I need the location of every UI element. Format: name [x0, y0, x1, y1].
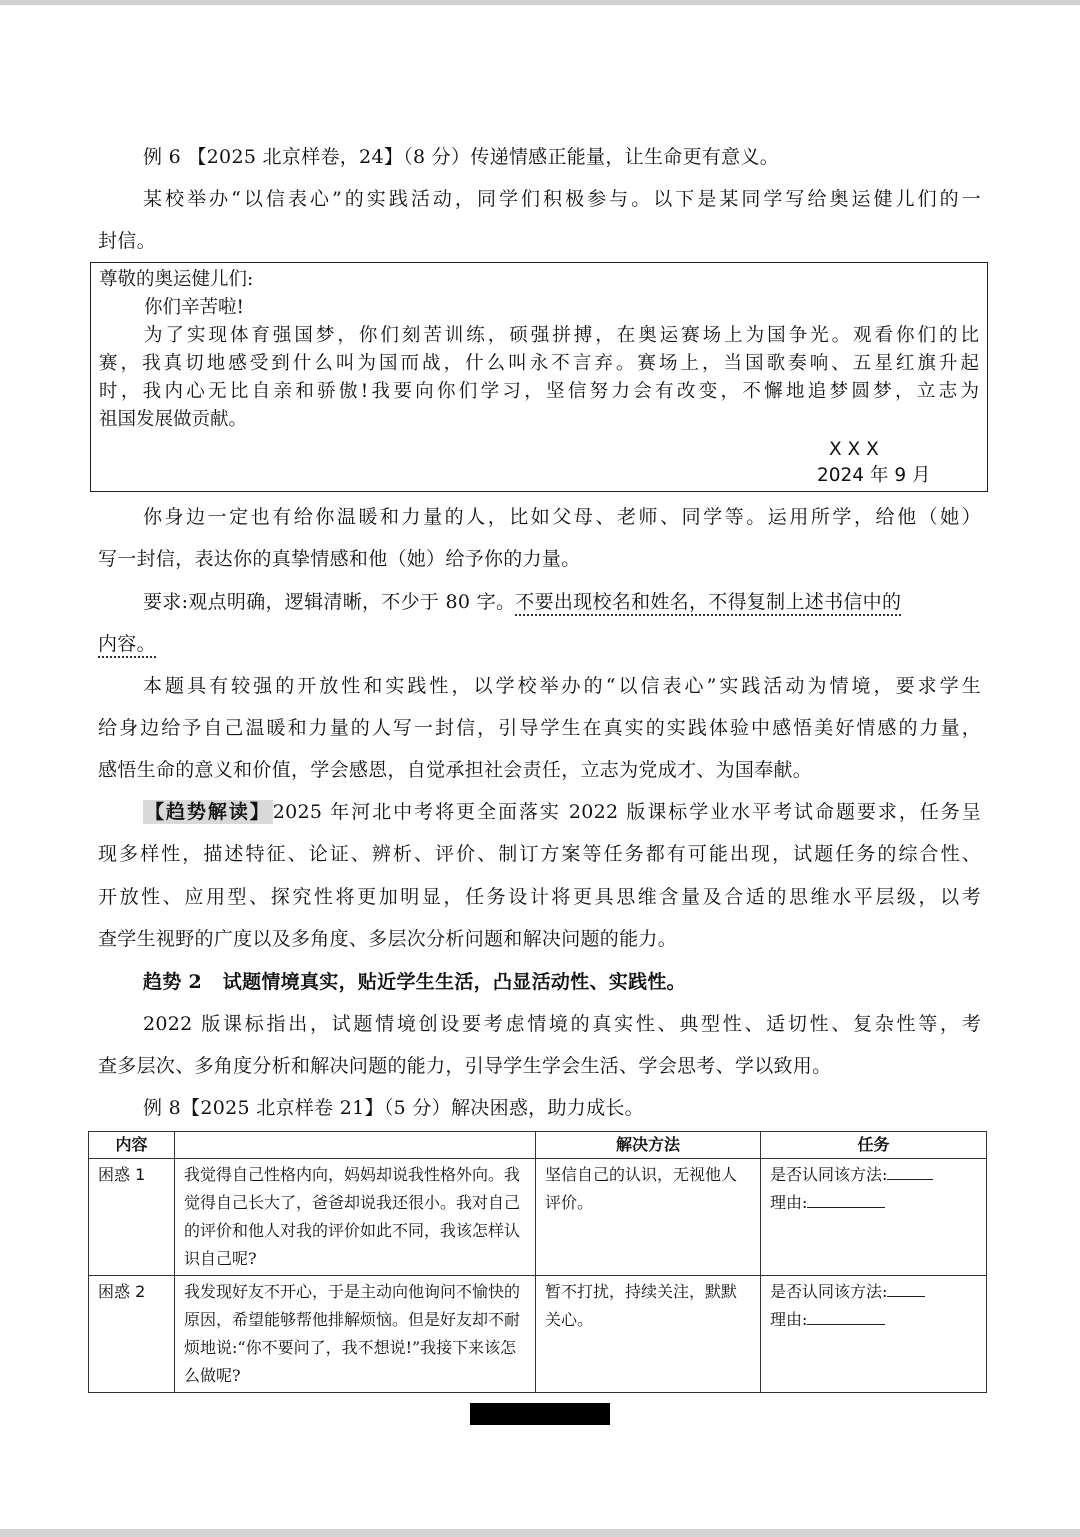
trend-line-4: 查学生视野的广度以及多角度、多层次分析问题和解决问题的能力。	[98, 928, 678, 950]
row-method: 暂不打扰，持续关注，默默关心。	[536, 1276, 761, 1393]
analysis-line-3: 感悟生命的意义和价值，学会感恩，自觉承担社会责任，立志为党成才、为国奉献。	[98, 759, 813, 781]
example-6-intro-line-1: 某校举办“以信表心”的实践活动，同学们积极参与。以下是某同学写给奥运健儿们的一	[143, 188, 981, 210]
agree-line	[770, 1161, 977, 1189]
requirement-emphasis-2: 内容。	[98, 633, 156, 658]
row-label: 困惑 2	[89, 1276, 175, 1393]
letter-signature: X X X	[829, 439, 879, 460]
agree-label: 是否认同该方法:	[770, 1165, 888, 1184]
reason-line	[770, 1189, 977, 1217]
header-task: 任务	[761, 1132, 987, 1159]
reason-line	[770, 1306, 977, 1334]
header-blank	[175, 1132, 536, 1159]
row-method: 坚信自己的认识，无视他人评价。	[536, 1159, 761, 1276]
trend-2-heading: 趋势 2 试题情境真实，贴近学生生活，凸显活动性、实践性。	[143, 971, 686, 993]
trend-text-1: 2025 年河北中考将更全面落实 2022 版课标学业水平考试命题要求，任务呈	[272, 801, 981, 823]
reason-blank[interactable]	[807, 1189, 885, 1208]
requirement-text: 要求:观点明确，逻辑清晰，不少于 80 字。	[143, 591, 516, 613]
agree-blank[interactable]	[887, 1161, 933, 1180]
example-6-intro-line-2: 封信。	[98, 230, 156, 252]
task-line-1: 你身边一定也有给你温暖和力量的人，比如父母、老师、同学等。运用所学，给他（她）	[143, 506, 981, 528]
letter-greeting: 你们辛苦啦!	[144, 297, 244, 318]
row-content: 我发现好友不开心，于是主动向他询问不愉快的原因，希望能够帮他排解烦恼。但是好友却不耐烦地说:“你不要问了，我不想说!”我接下来该怎么做呢?	[175, 1276, 536, 1393]
table-row	[89, 1159, 987, 1276]
task-requirement	[143, 590, 901, 614]
reason-blank[interactable]	[807, 1306, 885, 1325]
letter-body-line-2: 赛，我真切地感受到什么叫为国而战，什么叫永不言弃。赛场上，当国歌奏响、五星红旗升起	[99, 353, 979, 374]
letter-salutation: 尊敬的奥运健儿们:	[99, 269, 254, 290]
header-method: 解决方法	[536, 1132, 761, 1159]
letter-body-line-1: 为了实现体育强国梦，你们刻苦训练，硕强拼搏，在奥运赛场上为国争光。观看你们的比	[144, 325, 979, 346]
trend-line-2: 现多样性，描述特征、论证、辨析、评价、制订方案等任务都有可能出现，试题任务的综合性、	[98, 843, 981, 865]
requirement-emphasis-1: 不要出现校名和姓名，不得复制上述书信中的	[515, 591, 901, 616]
table-header-row	[89, 1132, 987, 1159]
example-6-title: 例 6 【2025 北京样卷，24】（8 分）传递情感正能量，让生命更有意义。	[143, 146, 780, 168]
agree-blank[interactable]	[887, 1278, 925, 1297]
example-8-title: 例 8【2025 北京样卷 21】（5 分）解决困惑，助力成长。	[143, 1097, 644, 1119]
agree-label: 是否认同该方法:	[770, 1282, 888, 1301]
agree-line	[770, 1278, 977, 1306]
letter-body-line-4: 祖国发展做贡献。	[99, 409, 248, 430]
trend-2-line-2: 查多层次、多角度分析和解决问题的能力，引导学生学会生活、学会思考、学以致用。	[98, 1055, 832, 1077]
trend-2-line-1: 2022 版课标指出，试题情境创设要考虑情境的真实性、典型性、适切性、复杂性等，考	[143, 1013, 981, 1035]
table-row	[89, 1276, 987, 1393]
header-content: 内容	[89, 1132, 175, 1159]
analysis-line-2: 给身边给予自己温暖和力量的人写一封信，引导学生在真实的实践体验中感悟美好情感的力量，	[98, 717, 981, 739]
letter-box	[90, 262, 988, 492]
row-task	[761, 1159, 987, 1276]
task-requirement-cont	[98, 632, 156, 656]
row-content: 我觉得自己性格内向，妈妈却说我性格外向。我觉得自己长大了，爸爸却说我还很小。我对自己的评价和他人对我的评价如此不同，我该怎样认识自己呢?	[175, 1159, 536, 1276]
page-top-edge	[0, 0, 1080, 5]
row-label: 困惑 1	[89, 1159, 175, 1276]
trend-line-1	[143, 800, 981, 824]
trend-line-3: 开放性、应用型、探究性将更加明显，任务设计将更具思维含量及合适的思维水平层级，以考	[98, 886, 981, 908]
row-task	[761, 1276, 987, 1393]
letter-body-line-3: 时，我内心无比自亲和骄傲!我要向你们学习，坚信努力会有改变，不懈地追梦圆梦，立志为	[99, 381, 979, 402]
letter-date: 2024 年 9 月	[817, 465, 931, 486]
confusion-table	[88, 1131, 987, 1393]
analysis-line-1: 本题具有较强的开放性和实践性，以学校举办的“以信表心”实践活动为情境，要求学生	[143, 675, 981, 697]
task-line-2: 写一封信，表达你的真挚情感和他（她）给予你的力量。	[98, 548, 581, 570]
reason-label: 理由:	[770, 1310, 808, 1329]
reason-label: 理由:	[770, 1193, 808, 1212]
redaction-bar	[470, 1403, 610, 1425]
page-bottom-edge	[0, 1529, 1080, 1537]
trend-label: 【趋势解读】	[145, 801, 271, 823]
